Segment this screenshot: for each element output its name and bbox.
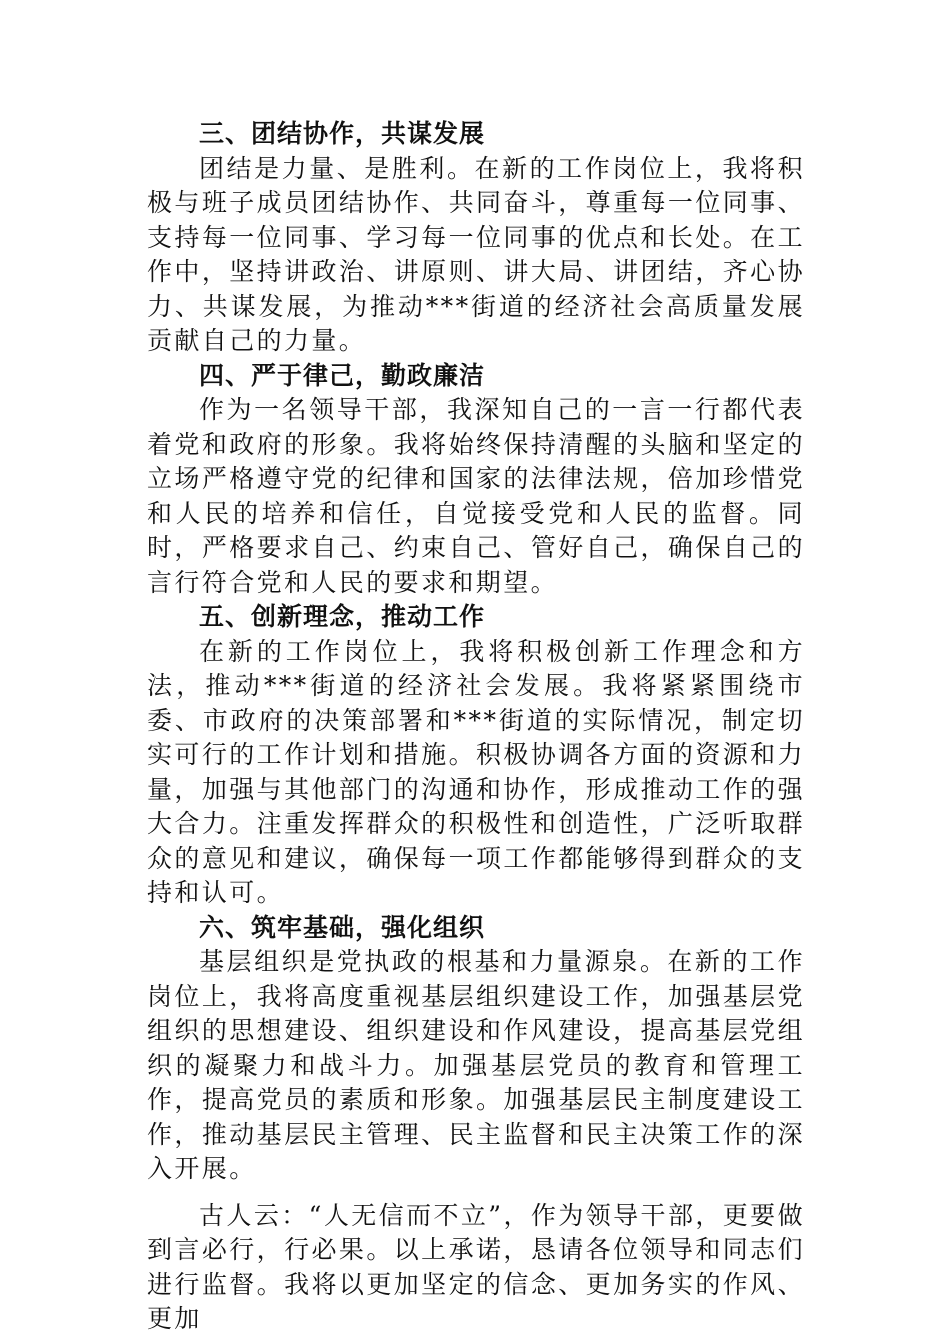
section-paragraph: 基层组织是党执政的根基和力量源泉。在新的工作岗位上，我将高度重视基层组织建设工作，加强基层党组织的思想建设、组织建设和作风建设，提高基层党组织的凝聚力和战斗力。加强基层党员的教育和管理工作，提高党员的素质和形象。加强基层民主制度建设工作，推动基层民主管理、民主监督和民主决策工作的深入开展。 bbox=[147, 947, 805, 1183]
section-paragraph: 团结是力量、是胜利。在新的工作岗位上，我将积极与班子成员团结协作、共同奋斗，尊重每一位同事、支持每一位同事、学习每一位同事的优点和长处。在工作中，坚持讲政治、讲原则、讲大局、讲团结，齐心协力、共谋发展，为推动***街道的经济社会高质量发展贡献自己的力量。 bbox=[147, 153, 805, 355]
section-paragraph: 作为一名领导干部，我深知自己的一言一行都代表着党和政府的形象。我将始终保持清醒的头脑和坚定的立场严格遵守党的纪律和国家的法律法规，倍加珍惜党和人民的培养和信任，自觉接受党和人民的监督。同时，严格要求自己、约束自己、管好自己，确保自己的言行符合党和人民的要求和期望。 bbox=[147, 395, 805, 597]
section-paragraph: 在新的工作岗位上，我将积极创新工作理念和方法，推动***街道的经济社会发展。我将紧紧围绕市委、市政府的决策部署和***街道的实际情况，制定切实可行的工作计划和措施。积极协调各方面的资源和力量，加强与其他部门的沟通和协作，形成推动工作的强大合力。注重发挥群众的积极性和创造性，广泛听取群众的意见和建议，确保每一项工作都能够得到群众的支持和认可。 bbox=[147, 636, 805, 907]
section-heading: 五、创新理念，推动工作 bbox=[199, 602, 486, 631]
closing-paragraph: 古人云：“人无信而不立”，作为领导干部，更要做到言必行，行必果。以上承诺，恳请各位领导和同志们进行监督。我将以更加坚定的信念、更加务实的作风、更加 bbox=[147, 1200, 805, 1333]
section-heading: 六、筑牢基础，强化组织 bbox=[199, 912, 486, 942]
section-heading: 三、团结协作，共谋发展 bbox=[199, 119, 486, 148]
document-body bbox=[147, 117, 805, 1337]
section-heading: 四、严于律己，勤政廉洁 bbox=[199, 360, 486, 390]
